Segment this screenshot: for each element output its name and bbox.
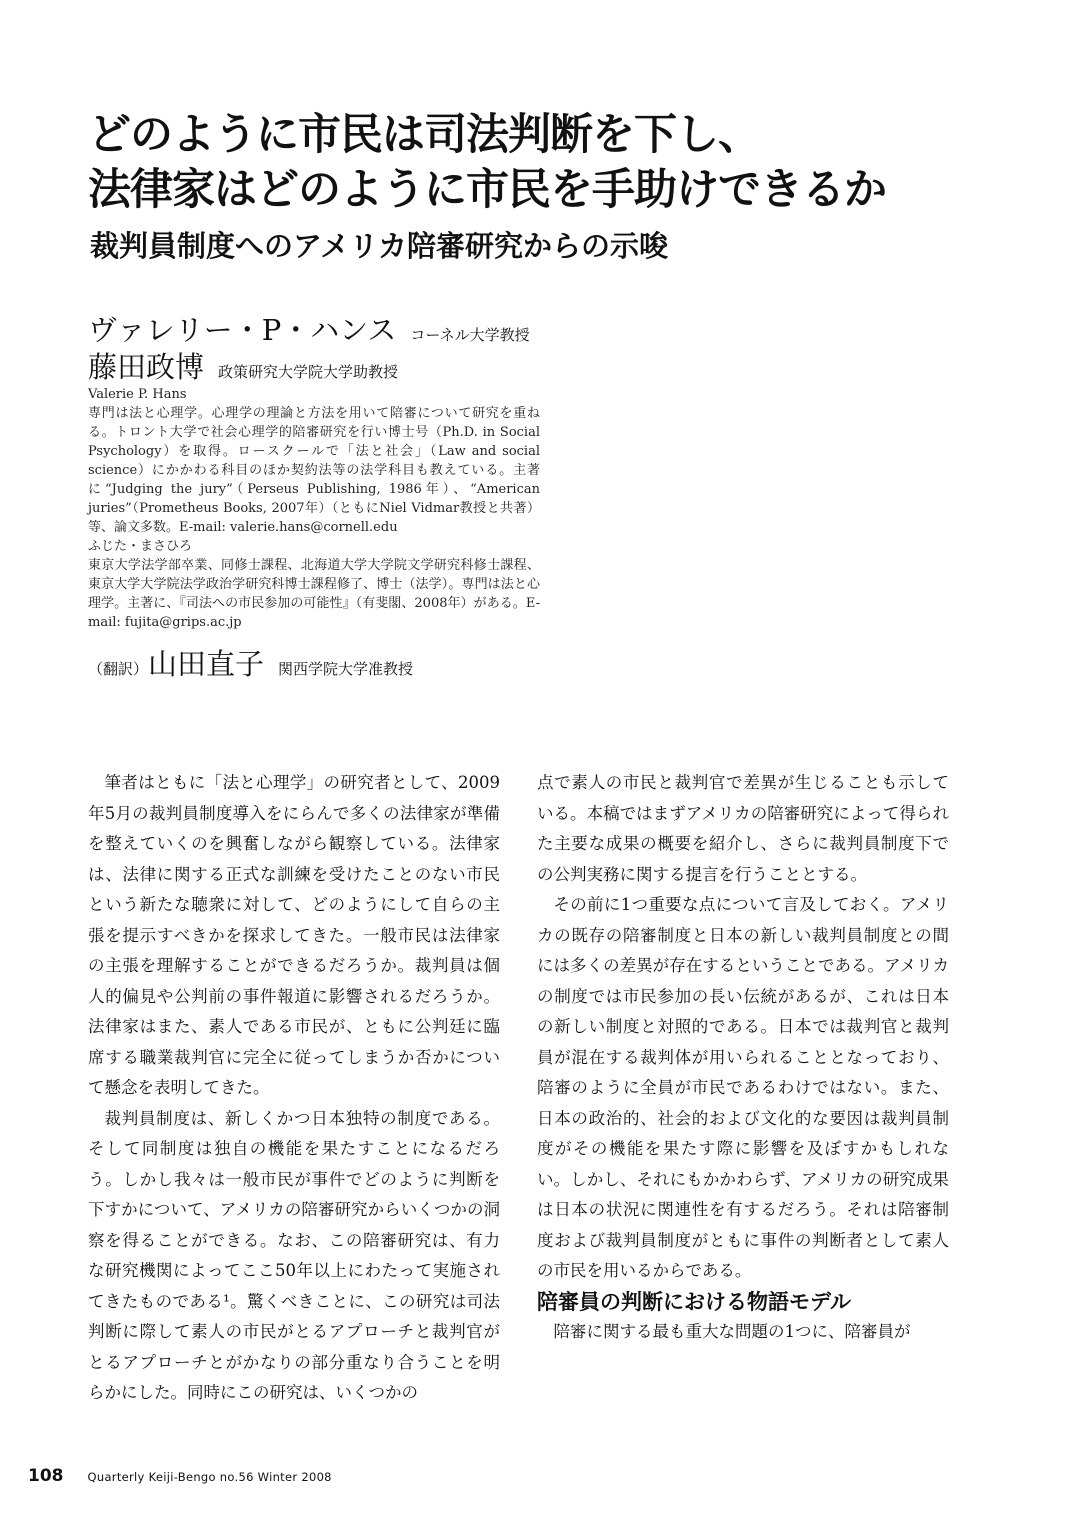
translator-tag: （翻訳） xyxy=(88,660,149,678)
translator-affiliation: 関西学院大学准教授 xyxy=(278,660,414,678)
page-footer xyxy=(28,1466,332,1486)
translator-name: 山田直子 xyxy=(148,647,265,681)
author-1-name: ヴァレリー・P・ハンス xyxy=(88,313,397,347)
paragraph: 裁判員制度は、新しくかつ日本独特の制度である。そして同制度は独自の機能を果たすことになるだろう。しかし我々は一般市民が事件でどのように判断を下すかについて、アメリカの陪審研究からいくつかの洞察を得ることができる。なお、この陪審研究は、有力な研究機関によってここ50年以上にわたって実施されてきたものである¹。驚くべきことに、この研究は司法判断に際して素人の市民がとるアプローチと裁判官がとるアプローチとがかなりの部分重なり合うことを明らかにした。同時にこの研究は、いくつかの xyxy=(88,1108,500,1402)
title-line-2: 法律家はどのように市民を手助けできるか xyxy=(88,165,886,215)
journal-name: Quarterly Keiji-Bengo no.56 Winter 2008 xyxy=(87,1470,332,1484)
paragraph: 点で素人の市民と裁判官で差異が生じることも示している。本稿ではまずアメリカの陪審研究によって得られた主要な成果の概要を紹介し、さらに裁判員制度下での公判実務に関する提言を行うこととする。 xyxy=(537,773,949,884)
title-line-1: どのように市民は司法判断を下し、 xyxy=(88,110,760,160)
article-title xyxy=(88,108,1028,218)
author-1-affiliation: コーネル大学教授 xyxy=(410,326,530,344)
article-subtitle: 裁判員制度へのアメリカ陪審研究からの示唆 xyxy=(90,229,668,263)
author-bio xyxy=(88,385,540,632)
author-2-name: 藤田政博 xyxy=(88,350,205,384)
body-column-right xyxy=(537,768,949,1347)
author-2-affiliation: 政策研究大学院大学助教授 xyxy=(218,363,399,381)
translator xyxy=(88,642,413,683)
bio-name-en: Valerie P. Hans xyxy=(88,387,187,402)
page-number: 108 xyxy=(28,1466,64,1486)
author-2 xyxy=(88,345,398,386)
section-heading: 陪審員の判断における物語モデル xyxy=(537,1288,851,1314)
bio-name-kana: ふじた・まさひろ xyxy=(88,539,193,554)
paragraph: 陪審に関する最も重大な問題の1つに、陪審員が xyxy=(553,1321,911,1341)
bio-hans: 専門は法と心理学。心理学の理論と方法を用いて陪審について研究を重ねる。トロント大学で社会心理学的陪審研究を行い博士号（Ph.D. in Social Psychology）を取得。ロースクールで「法と社会」（Law and social science）にかかわる科目のほか契約法等の法学科目も教えている。主著に“Judging the jury”（Perseus Publishing, 1986年）、“American juries”（Prometheus Books, 2007年）（ともにNiel Vidmar教授と共著）等、論文多数。E-mail: valerie.hans@cornell.edu xyxy=(88,406,540,535)
author-1 xyxy=(88,308,530,349)
body-column-left xyxy=(88,768,500,1409)
bio-fujita: 東京大学法学部卒業、同修士課程、北海道大学大学院文学研究科修士課程、東京大学大学院法学政治学研究科博士課程修了、博士（法学）。専門は法と心理学。主著に、『司法への市民参加の可能性』（有斐閣、2008年）がある。E-mail: fujita@grips.ac.jp xyxy=(88,558,540,630)
paragraph: 筆者はともに「法と心理学」の研究者として、2009年5月の裁判員制度導入をにらんで多くの法律家が準備を整えていくのを興奮しながら観察している。法律家は、法律に関する正式な訓練を受けたことのない市民という新たな聴衆に対して、どのようにして自らの主張を提示すべきかを探求してきた。一般市民は法律家の主張を理解することができるだろうか。裁判員は個人的偏見や公判前の事件報道に影響されるだろうか。法律家はまた、素人である市民が、ともに公判廷に臨席する職業裁判官に完全に従ってしまうか否かについて懸念を表明してきた。 xyxy=(88,773,500,1097)
paragraph: その前に1つ重要な点について言及しておく。アメリカの既存の陪審制度と日本の新しい裁判員制度との間には多くの差異が存在するということである。アメリカの制度では市民参加の長い伝統があるが、これは日本の新しい制度と対照的である。日本では裁判官と裁判員が混在する裁判体が用いられることとなっており、陪審のように全員が市民であるわけではない。また、日本の政治的、社会的および文化的な要因は裁判員制度がその機能を果たす際に影響を及ぼすかもしれない。しかし、それにもかかわらず、アメリカの研究成果は日本の状況に関連性を有するだろう。それは陪審制度および裁判員制度がともに事件の判断者として素人の市民を用いるからである。 xyxy=(537,895,949,1280)
